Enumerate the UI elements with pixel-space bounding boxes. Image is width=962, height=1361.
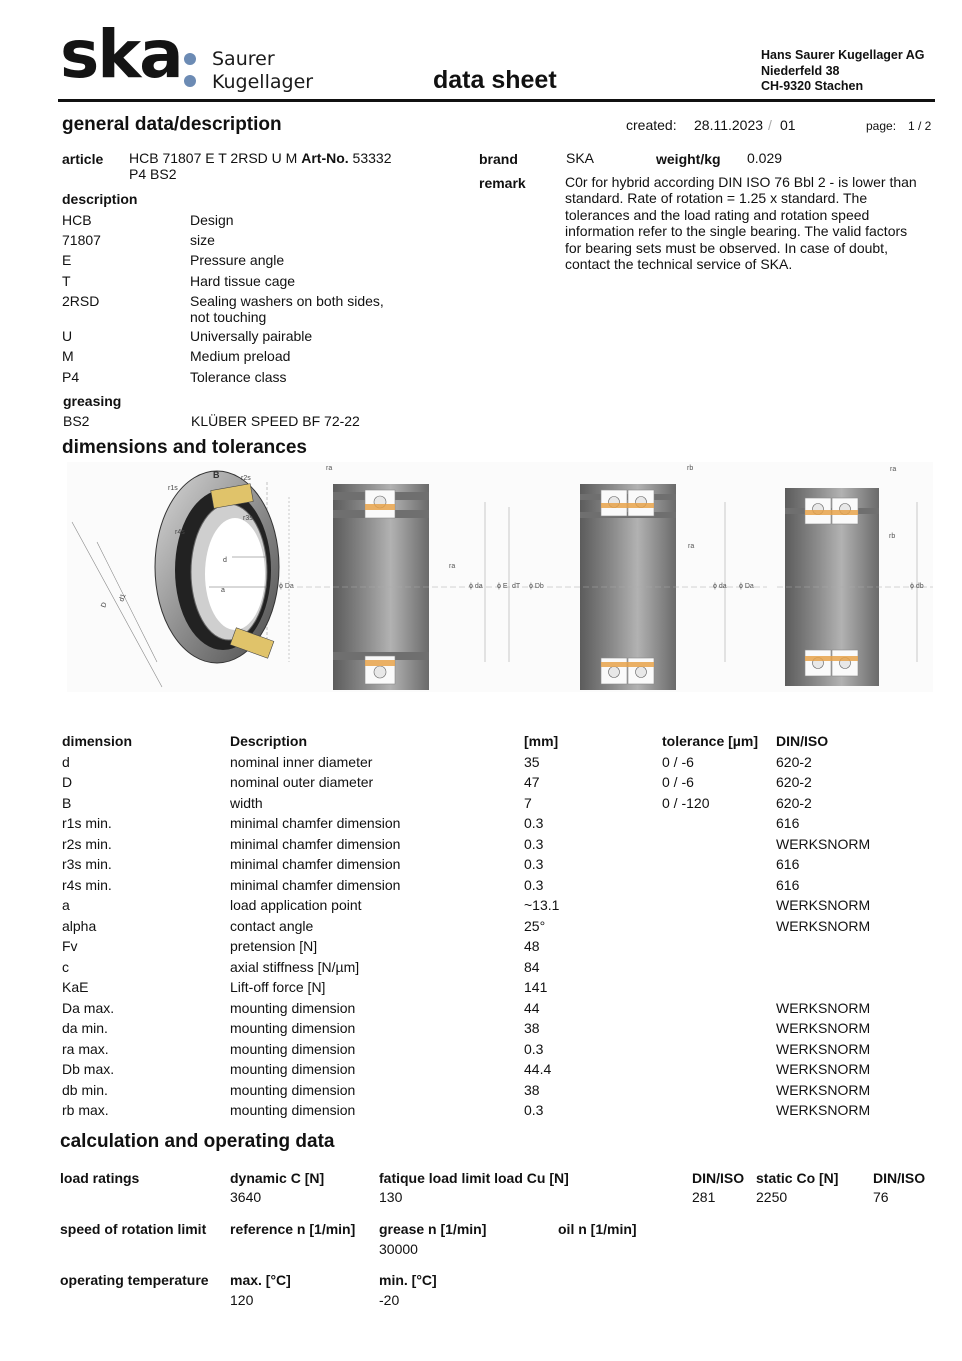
header-divider — [58, 99, 935, 102]
table-row — [62, 854, 896, 875]
greasing-code: BS2 — [63, 413, 90, 429]
brand-label: brand — [479, 151, 518, 167]
remark-line: for bearing sets must be observed. In case of doubt, — [565, 239, 888, 256]
remark-line: standard. Rate of rotation = 1.25 x standard. The — [565, 190, 868, 207]
cell-din: WERKSNORM — [776, 1040, 871, 1057]
logo-line1: Saurer — [212, 48, 275, 70]
cell-din — [776, 977, 896, 998]
logo-dots-icon — [184, 53, 198, 89]
cell-description: minimal chamfer dimension — [230, 815, 401, 831]
cell-tolerance — [662, 957, 776, 978]
static-value: 2250 — [756, 1189, 788, 1205]
temp-max-label: max. [°C] — [230, 1272, 291, 1288]
cell-din: WERKSNORM — [776, 1061, 871, 1077]
cell-tolerance — [662, 916, 776, 937]
cell-description: mounting dimension — [230, 1061, 356, 1077]
cell-din: 620-2 — [776, 794, 812, 811]
logo-mark: ska — [60, 16, 182, 93]
din-iso-value-1: 281 — [692, 1189, 716, 1205]
cell-description: Lift-off force [N] — [230, 979, 326, 995]
cell-description: mounting dimension — [230, 1102, 356, 1118]
table-row — [62, 834, 896, 855]
table-row — [62, 752, 896, 773]
table-row — [62, 998, 896, 1019]
svg-text:ϕ Da: ϕ Da — [739, 583, 754, 590]
greasing-value: KLÜBER SPEED BF 72-22 — [191, 413, 360, 429]
cell-tolerance — [662, 854, 776, 875]
reference-speed-label: reference n [1/min] — [230, 1221, 356, 1237]
desc-code: P4 — [62, 369, 80, 385]
svg-text:r3s: r3s — [243, 515, 253, 522]
cell-dimension: r2s min. — [62, 835, 112, 852]
desc-text: Pressure angle — [190, 252, 285, 268]
company-city: CH-9320 Stachen — [761, 79, 864, 93]
col-header-description: Description — [230, 733, 308, 749]
remark-label: remark — [479, 175, 526, 191]
cell-description: minimal chamfer dimension — [230, 856, 401, 872]
cell-din: WERKSNORM — [776, 897, 871, 913]
svg-text:ϕ da: ϕ da — [469, 583, 483, 590]
created-label: created: — [626, 117, 677, 133]
cell-tolerance — [662, 813, 776, 834]
desc-text: Design — [190, 212, 234, 228]
cell-description: minimal chamfer dimension — [230, 876, 401, 893]
cell-tolerance — [662, 1080, 776, 1101]
svg-text:ra: ra — [688, 543, 695, 550]
cell-din: WERKSNORM — [776, 1081, 871, 1098]
desc-code: T — [62, 273, 71, 289]
svg-text:dT: dT — [512, 583, 521, 590]
created-date: 28.11.2023 — [694, 117, 764, 133]
desc-text: Medium preload — [190, 348, 291, 364]
cell-dimension: Da max. — [62, 999, 115, 1016]
cell-description: mounting dimension — [230, 1020, 356, 1036]
weight-value: 0.029 — [747, 150, 783, 166]
company-street: Niederfeld 38 — [761, 64, 840, 78]
speed-limit-label: speed of rotation limit — [60, 1221, 207, 1237]
svg-text:ϕ da: ϕ da — [713, 583, 727, 590]
table-row — [62, 875, 896, 896]
cell-mm: 38 — [524, 1020, 540, 1036]
cell-din: 616 — [776, 876, 800, 893]
cell-description: width — [230, 794, 263, 811]
grease-speed-value: 30000 — [379, 1241, 418, 1257]
cell-description: pretension [N] — [230, 938, 318, 954]
page-value: 1 / 2 — [908, 119, 932, 133]
logo-line2: Kugellager — [212, 71, 314, 93]
svg-text:r1s: r1s — [168, 485, 178, 492]
cell-mm: 47 — [524, 774, 540, 790]
table-row — [62, 957, 896, 978]
cell-tolerance — [662, 1039, 776, 1060]
table-header-row — [62, 731, 896, 752]
cell-tolerance — [662, 977, 776, 998]
cell-tolerance: 0 / -120 — [662, 794, 710, 811]
bearing-3d-view — [72, 470, 279, 687]
cell-mm: 84 — [524, 958, 540, 975]
static-label: static Co [N] — [756, 1170, 839, 1186]
table-row — [62, 977, 896, 998]
cell-description: load application point — [230, 897, 362, 913]
temp-min-value: -20 — [379, 1292, 400, 1308]
dynamic-label: dynamic C [N] — [230, 1170, 325, 1186]
cell-mm: 38 — [524, 1081, 540, 1098]
cell-mm: 0.3 — [524, 815, 544, 831]
section-title-calculation: calculation and operating data — [60, 1131, 335, 1152]
table-row — [62, 916, 896, 937]
cell-din — [776, 957, 896, 978]
operating-temp-label: operating temperature — [60, 1272, 209, 1288]
svg-text:ϕ E: ϕ E — [497, 583, 508, 590]
cell-mm: 0.3 — [524, 835, 544, 852]
desc-text: Universally pairable — [190, 328, 313, 344]
fatigue-value: 130 — [379, 1189, 403, 1205]
cell-dimension: d — [62, 753, 70, 770]
table-row — [62, 1100, 896, 1121]
cell-mm: 25° — [524, 917, 546, 934]
din-iso-label-1: DIN/ISO — [692, 1170, 745, 1186]
cell-dimension: db min. — [62, 1081, 108, 1098]
company-name: Hans Saurer Kugellager AG — [761, 48, 925, 62]
table-row — [62, 1080, 896, 1101]
cell-dimension: ra max. — [62, 1040, 109, 1057]
svg-text:ra: ra — [890, 466, 897, 473]
svg-text:r2s: r2s — [241, 475, 251, 482]
cell-mm: ~13.1 — [524, 897, 560, 913]
cell-dimension: Db max. — [62, 1061, 115, 1077]
bearing-drawing — [67, 462, 933, 692]
table-row — [62, 1018, 896, 1039]
cell-dimension: D — [62, 774, 73, 790]
cell-mm: 7 — [524, 794, 532, 811]
col-header-mm: [mm] — [524, 733, 559, 749]
weight-label: weight/kg — [656, 151, 721, 167]
cell-mm: 0.3 — [524, 1040, 544, 1057]
cell-din: 620-2 — [776, 774, 812, 790]
cell-din: 616 — [776, 815, 800, 831]
cell-dimension: r3s min. — [62, 856, 112, 872]
created-revision: 01 — [780, 117, 796, 133]
desc-text: size — [190, 232, 215, 248]
temp-max-value: 120 — [230, 1292, 254, 1308]
cell-description: contact angle — [230, 917, 314, 934]
bearing-section-single — [279, 465, 544, 690]
cell-din: WERKSNORM — [776, 1102, 871, 1118]
svg-text:ϕ Db: ϕ Db — [529, 583, 544, 590]
cell-mm: 0.3 — [524, 876, 544, 893]
remark-line: C0r for hybrid according DIN ISO 76 Bbl 2 - is lower than — [565, 174, 917, 190]
cell-dimension: B — [62, 794, 72, 811]
description-label: description — [62, 191, 138, 207]
remark-line: information refer to the single bearing. The valid factors — [565, 223, 908, 240]
desc-text: Sealing washers on both sides, — [190, 293, 384, 309]
cell-mm: 44 — [524, 999, 540, 1016]
cell-din: WERKSNORM — [776, 1020, 871, 1036]
cell-description: minimal chamfer dimension — [230, 835, 401, 852]
dimensions-table — [62, 731, 896, 1121]
cell-description: axial stiffness [N/µm] — [230, 958, 360, 975]
cell-din: 620-2 — [776, 753, 812, 770]
cell-dimension: rb max. — [62, 1102, 109, 1118]
article-value — [129, 150, 429, 166]
article-label: article — [62, 151, 104, 167]
brand-value: SKA — [566, 150, 595, 166]
table-row — [62, 772, 896, 793]
table-row — [62, 936, 896, 957]
cell-tolerance — [662, 1059, 776, 1080]
cell-description: nominal inner diameter — [230, 753, 373, 770]
cell-description: mounting dimension — [230, 1040, 356, 1057]
desc-code: U — [62, 328, 73, 344]
cell-tolerance — [662, 936, 776, 957]
desc-code: E — [62, 252, 72, 268]
temp-min-label: min. [°C] — [379, 1272, 437, 1288]
cell-mm: 35 — [524, 753, 540, 770]
table-row — [62, 793, 896, 814]
svg-text:rb: rb — [687, 465, 694, 472]
svg-text:ϕ db: ϕ db — [910, 583, 924, 590]
col-header-din: DIN/ISO — [776, 733, 829, 749]
svg-text:D: D — [100, 601, 109, 609]
cell-dimension: r4s min. — [62, 876, 112, 893]
svg-text:ra: ra — [326, 465, 333, 472]
cell-mm: 48 — [524, 938, 540, 954]
dynamic-value: 3640 — [230, 1189, 262, 1205]
cell-dimension: da min. — [62, 1020, 108, 1036]
article-suffix: P4 BS2 — [129, 166, 177, 182]
artno-label: Art-No. — [301, 150, 349, 166]
desc-text-cont: not touching — [190, 309, 267, 325]
svg-text:d: d — [223, 557, 227, 564]
artno-value: 53332 — [352, 150, 392, 166]
svg-text:ϕ Da: ϕ Da — [279, 583, 294, 590]
cell-mm: 141 — [524, 979, 548, 995]
cell-tolerance — [662, 875, 776, 896]
svg-text:rb: rb — [889, 533, 896, 540]
cell-description: nominal outer diameter — [230, 774, 374, 790]
din-iso-label-2: DIN/ISO — [873, 1170, 926, 1186]
cell-tolerance — [662, 998, 776, 1019]
remark-line: contact the technical service of SKA. — [565, 256, 793, 273]
desc-text: Hard tissue cage — [190, 273, 296, 289]
cell-din: WERKSNORM — [776, 917, 871, 934]
svg-text:r4s: r4s — [175, 529, 185, 536]
cell-dimension: alpha — [62, 917, 97, 934]
oil-speed-label: oil n [1/min] — [558, 1221, 637, 1237]
cell-tolerance: 0 / -6 — [662, 774, 694, 790]
cell-mm: 0.3 — [524, 1102, 544, 1118]
remark-line: tolerances and the load rating and rotation speed — [565, 206, 870, 223]
cell-dimension: c — [62, 958, 69, 975]
cell-dimension: KaE — [62, 979, 89, 995]
cell-tolerance: 0 / -6 — [662, 753, 694, 770]
created-separator: / — [768, 117, 772, 133]
cell-tolerance — [662, 834, 776, 855]
cell-tolerance — [662, 895, 776, 916]
load-ratings-label: load ratings — [60, 1170, 140, 1186]
page-label: page: — [866, 119, 897, 133]
grease-speed-label: grease n [1/min] — [379, 1221, 487, 1237]
cell-description: mounting dimension — [230, 1081, 356, 1098]
section-title-general: general data/description — [62, 114, 282, 135]
cell-dimension: Fv — [62, 938, 78, 954]
svg-text:d1: d1 — [118, 592, 128, 603]
cell-dimension: r1s min. — [62, 815, 112, 831]
svg-text:ra: ra — [449, 563, 456, 570]
bearing-section-pair-b — [777, 466, 933, 686]
doc-title: data sheet — [433, 66, 557, 94]
cell-mm: 44.4 — [524, 1061, 552, 1077]
din-iso-value-2: 76 — [873, 1189, 889, 1205]
bearing-section-pair-a — [547, 465, 767, 690]
desc-code: HCB — [62, 212, 92, 228]
cell-din: WERKSNORM — [776, 835, 871, 852]
col-header-tolerance: tolerance [µm] — [662, 733, 758, 749]
cell-tolerance — [662, 1100, 776, 1121]
cell-mm: 0.3 — [524, 856, 544, 872]
svg-text:B: B — [213, 470, 220, 480]
cell-din: WERKSNORM — [776, 999, 871, 1016]
desc-text: Tolerance class — [190, 369, 287, 385]
svg-text:a: a — [221, 587, 225, 594]
table-row — [62, 1039, 896, 1060]
cell-tolerance — [662, 1018, 776, 1039]
cell-din: 616 — [776, 856, 800, 872]
col-header-dimension: dimension — [62, 733, 133, 749]
desc-code: M — [62, 348, 74, 364]
cell-dimension: a — [62, 897, 70, 913]
section-title-dimensions: dimensions and tolerances — [62, 437, 307, 458]
article-code: HCB 71807 E T 2RSD U M — [129, 150, 298, 166]
cell-din — [776, 936, 896, 957]
remark-text — [565, 174, 937, 272]
table-row — [62, 895, 896, 916]
desc-code: 2RSD — [62, 293, 100, 309]
cell-description: mounting dimension — [230, 999, 356, 1016]
table-row — [62, 813, 896, 834]
fatigue-label: fatique load limit load Cu [N] — [379, 1170, 569, 1186]
desc-code: 71807 — [62, 232, 101, 248]
greasing-label: greasing — [63, 393, 122, 409]
table-row — [62, 1059, 896, 1080]
